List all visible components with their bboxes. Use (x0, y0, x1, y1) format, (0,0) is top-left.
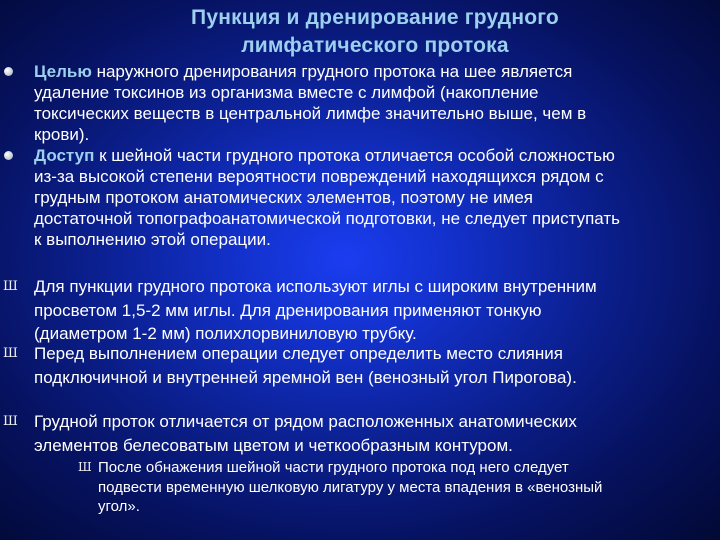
bullet-keyword: Целью (34, 62, 92, 81)
sub-list-item-text: После обнажения шейной части грудного протока под него следует подвести временную шелковую лигатуру у места впадения в «венозный угол». (98, 459, 603, 515)
arrow-bullet-icon: Ш (78, 460, 92, 474)
bullet-text (34, 61, 720, 145)
list-item-text: Перед выполнением операции следует определить место слияния подключичной и внутренней яремной вен (венозный угол Пирогова). (34, 344, 577, 387)
slide-title-line2: лимфатического протока (241, 34, 509, 57)
bullet-dot-icon (4, 151, 13, 160)
bullet-body: наружного дренирования грудного протока на шее является удаление токсинов из организма вместе с лимфой (накопление токсических веществ в центральной лимфе значительно выше, чем в крови). (34, 62, 587, 144)
slide-title-line1: Пункция и дренирование грудного (191, 6, 559, 29)
arrow-bullet-icon: Ш (3, 279, 18, 294)
bullet-body: к шейной части грудного протока отличается особой сложностью из-за высокой степени вероятности повреждений находящихся рядом с грудным протоком анатомических элементов, поэтому не имея достаточной топографоанатомической подготовки, не следует приступать к выполнению этой операции. (34, 146, 621, 249)
bullet-keyword: Доступ (34, 146, 95, 165)
bullet-text (34, 145, 720, 250)
bullet-dot-icon (4, 67, 13, 76)
arrow-bullet-icon: Ш (3, 414, 18, 429)
list-item-text: Для пункции грудного протока используют иглы с широким внутренним просветом 1,5-2 мм иглы. Для дренирования применяют тонкую (диаметром 1-2 мм) полихлорвиниловую трубку. (34, 277, 597, 343)
list-item-text: Грудной проток отличается от рядом расположенных анатомических элементов белесоватым цветом и четкообразным контуром. (34, 412, 577, 455)
arrow-bullet-icon: Ш (3, 346, 18, 361)
slide-title (120, 4, 630, 60)
